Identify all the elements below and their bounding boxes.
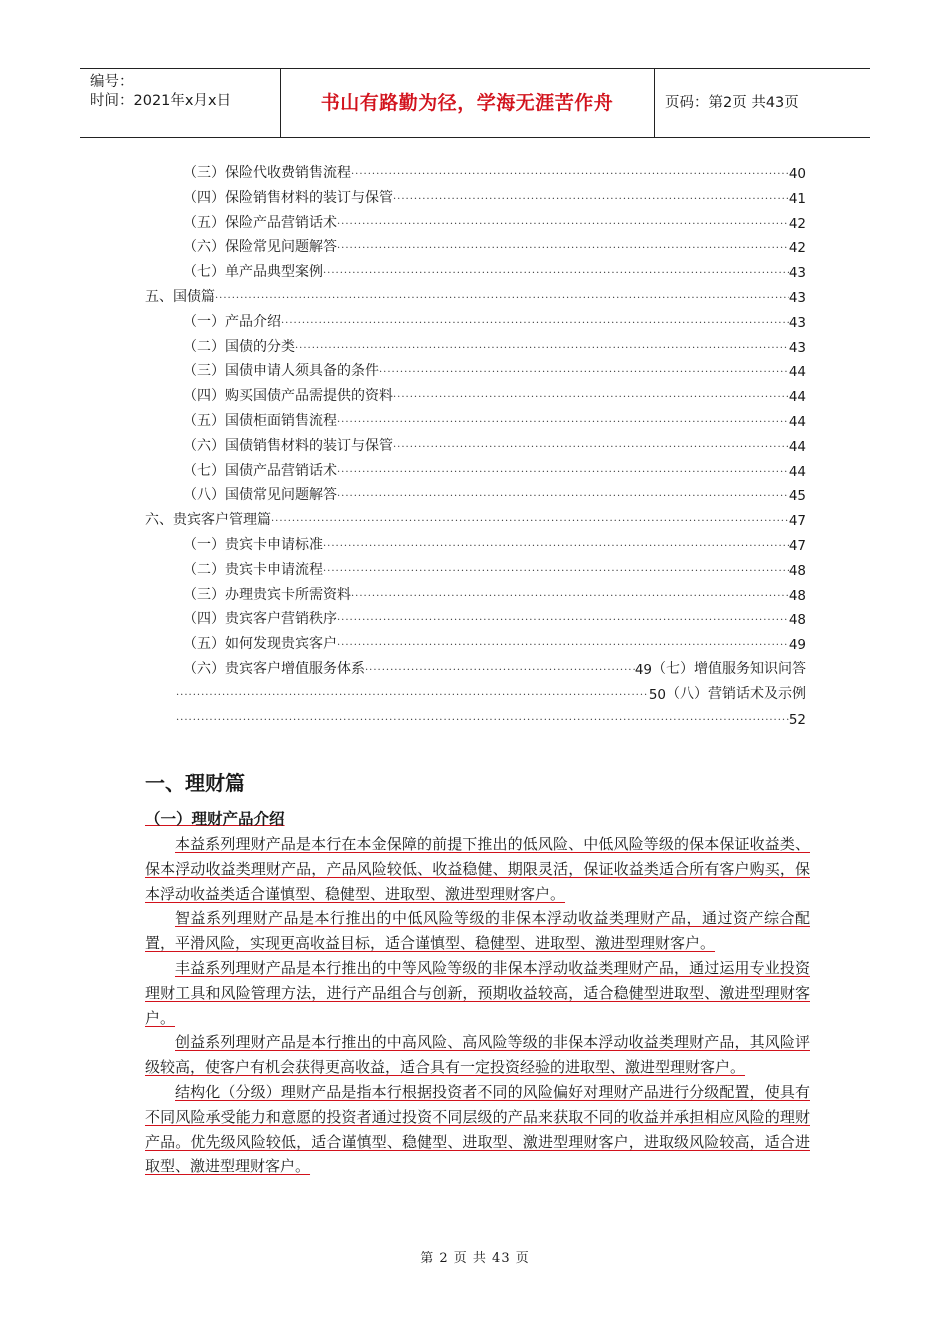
toc-entry[interactable] (176, 704, 806, 728)
toc-entry-title: （二）贵宾卡申请流程 (183, 561, 323, 578)
toc-leader-dots (365, 658, 635, 678)
toc-entry-page: 42 (788, 215, 806, 232)
toc-entry-title: （七）增值服务知识问答 (652, 661, 806, 677)
toc-entry-title: （五）国债柜面销售流程 (183, 413, 337, 429)
section-subtitle: （一）理财产品介绍 (145, 810, 285, 828)
toc-entry[interactable] (183, 158, 806, 182)
toc-entry[interactable] (183, 480, 806, 504)
toc-entry-title: （六）贵宾客户增值服务体系 (183, 661, 365, 677)
toc-entry-title: （四）保险销售材料的装订与保管 (183, 189, 393, 206)
toc-entry-title: （二）国债的分类 (183, 338, 295, 355)
toc-entry[interactable] (183, 580, 806, 604)
header-motto: 书山有路勤为径，学海无涯苦作舟 (320, 92, 614, 114)
toc-entry-title: （一）贵宾卡申请标准 (183, 537, 323, 553)
toc-leader-dots (215, 286, 789, 306)
toc-entry[interactable] (183, 604, 806, 628)
toc-entry-title: （四）贵宾客户营销秩序 (183, 611, 337, 628)
toc-entry[interactable] (183, 356, 806, 380)
toc-leader-dots (295, 336, 789, 356)
paragraph: 本益系列理财产品是本行在本金保障的前提下推出的低风险、中低风险等级的保本保证收益类、保本浮动收益类理财产品，产品风险较低、收益稳健、期限灵活，保证收益类适合所有客户购买，保本浮动收益类适合谨慎型、稳健型、进取型、激进型理财客户。 (145, 835, 810, 903)
toc-leader-dots (176, 708, 789, 728)
toc-entry[interactable] (183, 332, 806, 356)
toc-entry-title: （三）保险代收费销售流程 (183, 165, 351, 181)
toc-leader-dots (323, 261, 789, 281)
toc-entry[interactable] (183, 629, 806, 653)
toc-entry[interactable] (183, 208, 806, 232)
toc-entry[interactable] (183, 307, 806, 331)
paragraph: 结构化（分级）理财产品是指本行根据投资者不同的风险偏好对理财产品进行分级配置，使具有不同风险承受能力和意愿的投资者通过投资不同层级的产品来获取不同的收益并承担相应风险的理财产品。优先级风险较低，适合谨慎型、稳健型、进取型、激进型理财客户，进取级风险较高，适合进取型、激进型理财客户。 (145, 1082, 810, 1176)
toc-entry[interactable] (183, 456, 806, 480)
toc-leader-dots (379, 360, 789, 380)
header-meta (90, 73, 231, 111)
toc-leader-dots (393, 187, 789, 207)
toc-leader-dots (323, 534, 789, 554)
toc-entry-title: （三）国债申请人须具备的条件 (183, 363, 379, 380)
toc-entry[interactable] (183, 431, 806, 455)
toc-leader-dots (281, 311, 789, 331)
toc-entry-page: 42 (788, 240, 806, 257)
toc-leader-dots (393, 385, 789, 405)
toc-entry-page: 52 (788, 711, 806, 728)
section-body (145, 832, 810, 1179)
toc-entry-page: 43 (788, 290, 806, 306)
toc-entry[interactable] (145, 282, 806, 306)
toc-entry-page: 44 (788, 364, 806, 381)
toc-entry-page: 40 (788, 166, 806, 182)
toc-entry-page: 50 (648, 686, 666, 703)
toc-leader-dots (337, 633, 789, 653)
toc-entry-title: （三）办理贵宾卡所需资料 (183, 586, 351, 603)
toc-entry-page: 44 (788, 389, 806, 406)
toc-entry-page: 49 (634, 662, 652, 678)
toc-leader-dots (271, 509, 789, 529)
toc-entry-page: 48 (788, 587, 806, 604)
toc-entry-title: 五、国债篇 (145, 289, 215, 305)
page-header (80, 68, 870, 138)
toc-entry-title: （五）如何发现贵宾客户 (183, 636, 337, 653)
toc-leader-dots (337, 212, 789, 232)
time-label: 时间：2021年x月x日 (90, 93, 232, 109)
toc-entry[interactable] (176, 679, 806, 703)
toc-entry-title: （一）产品介绍 (183, 313, 281, 330)
toc-leader-dots (337, 236, 789, 256)
toc-leader-dots (393, 435, 789, 455)
toc-entry-page: 43 (788, 265, 806, 282)
toc-entry[interactable] (183, 381, 806, 405)
header-page-label: 页码：第2页 共43页 (665, 95, 799, 111)
toc-entry-title: （八）营销话术及示例 (666, 685, 806, 702)
toc-entry-page: 47 (788, 538, 806, 554)
section-title: 一、理财篇 (145, 771, 245, 795)
toc-entry[interactable] (183, 183, 806, 207)
toc-leader-dots (337, 460, 789, 480)
toc-leader-dots (337, 484, 789, 504)
toc-entry[interactable] (183, 654, 806, 678)
toc-entry[interactable] (183, 232, 806, 256)
toc-leader-dots (351, 162, 789, 182)
toc-entry-page: 43 (788, 314, 806, 331)
toc-entry[interactable] (183, 257, 806, 281)
page-footer: 第 2 页 共 43 页 (420, 1251, 530, 1266)
number-label: 编号： (90, 74, 134, 90)
toc-entry[interactable] (183, 555, 806, 579)
toc-entry-title: （七）国债产品营销话术 (183, 462, 337, 479)
toc-entry-title: （八）国债常见问题解答 (183, 487, 337, 504)
toc-entry-page: 47 (788, 513, 806, 530)
toc-entry[interactable] (183, 406, 806, 430)
toc-entry-title: 六、贵宾客户管理篇 (145, 512, 271, 529)
toc-leader-dots (337, 608, 789, 628)
toc-entry-title: （六）保险常见问题解答 (183, 239, 337, 256)
toc-leader-dots (323, 559, 789, 579)
toc-entry-page: 44 (788, 463, 806, 480)
toc-leader-dots (337, 410, 789, 430)
toc-entry-page: 48 (788, 562, 806, 579)
toc-entry[interactable] (145, 505, 806, 529)
toc-entry-title: （五）保险产品营销话术 (183, 214, 337, 231)
toc-entry[interactable] (183, 530, 806, 554)
toc-leader-dots (176, 683, 649, 703)
header-divider (654, 69, 655, 137)
toc-entry-page: 45 (788, 488, 806, 505)
toc-entry-page: 49 (788, 637, 806, 654)
toc-entry-page: 43 (788, 339, 806, 356)
paragraph: 智益系列理财产品是本行推出的中低风险等级的非保本浮动收益类理财产品，通过资产综合配置，平滑风险，实现更高收益目标，适合谨慎型、稳健型、进取型、激进型理财客户。 (145, 909, 810, 953)
toc-entry-title: （六）国债销售材料的装订与保管 (183, 437, 393, 454)
toc-leader-dots (351, 584, 789, 604)
toc-entry-title: （四）购买国债产品需提供的资料 (183, 388, 393, 405)
paragraph: 创益系列理财产品是本行推出的中高风险、高风险等级的非保本浮动收益类理财产品，其风险评级较高，使客户有机会获得更高收益，适合具有一定投资经验的进取型、激进型理财客户。 (145, 1033, 810, 1077)
toc-entry-page: 44 (788, 414, 806, 430)
toc-entry-page: 48 (788, 612, 806, 629)
toc-entry-page: 44 (788, 438, 806, 455)
paragraph: 丰益系列理财产品是本行推出的中等风险等级的非保本浮动收益类理财产品，通过运用专业投资理财工具和风险管理方法，进行产品组合与创新，预期收益较高，适合稳健型进取型、激进型理财客户。 (145, 958, 810, 1027)
toc-entry-page: 41 (788, 190, 806, 207)
toc-entry-title: （七）单产品典型案例 (183, 264, 323, 281)
